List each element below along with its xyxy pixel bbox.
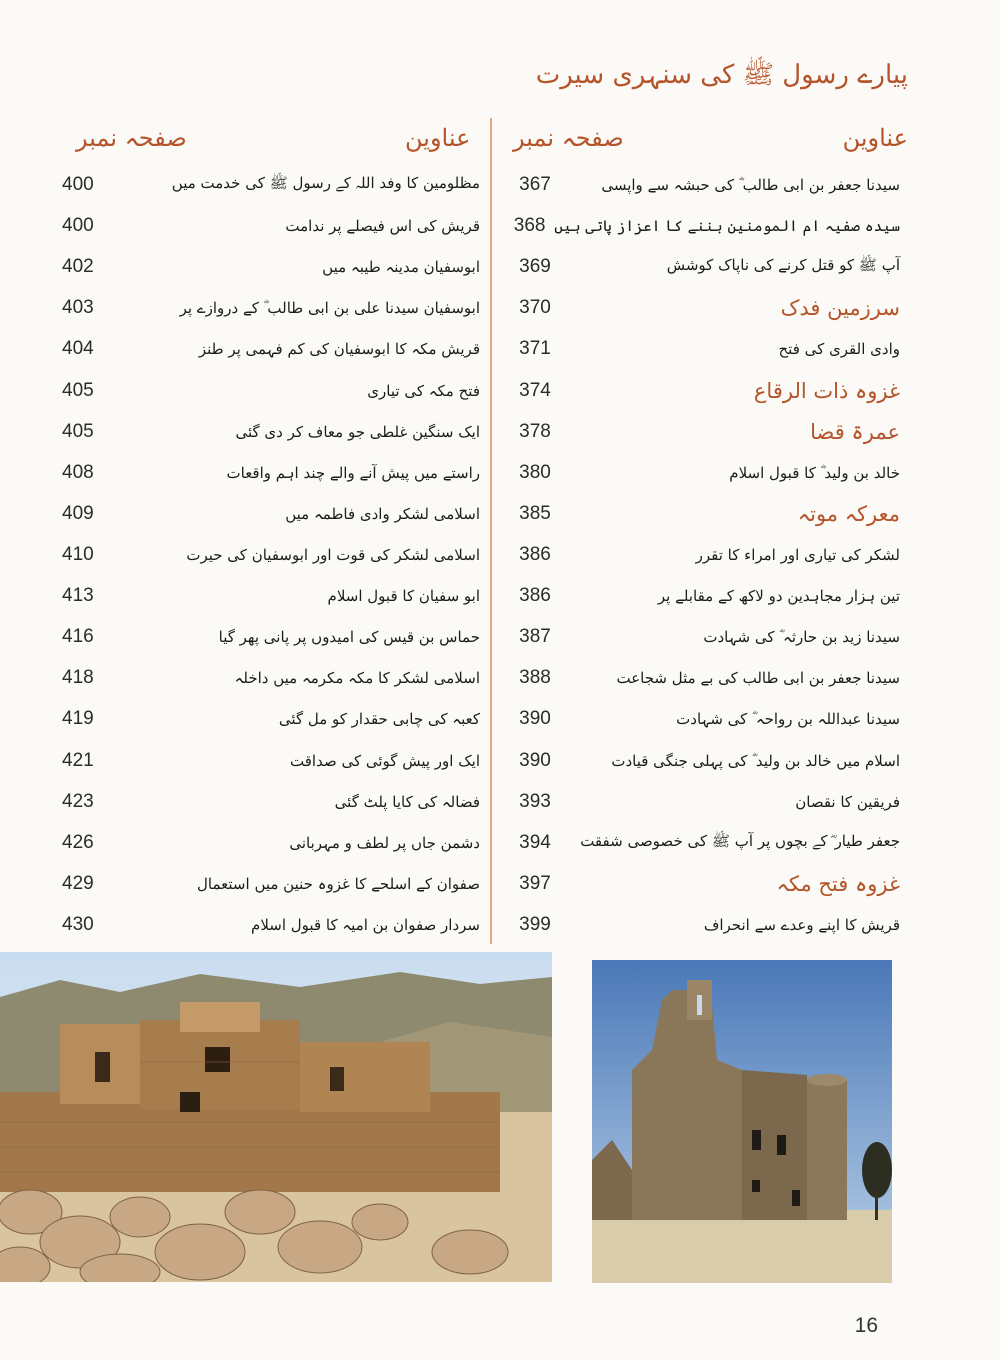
toc-page-number: 408 <box>62 461 94 483</box>
toc-entry-title: دشمن جاں پر لطف و مہربانی <box>289 833 480 852</box>
toc-page-number: 397 <box>519 872 551 894</box>
toc-page-number: 378 <box>519 420 551 442</box>
toc-entry <box>505 458 900 488</box>
toc-page-number: 430 <box>62 913 94 935</box>
toc-entry <box>62 417 480 447</box>
right-col-title-header: عناوین <box>842 124 908 152</box>
toc-entry <box>505 869 900 899</box>
toc-entry <box>505 704 900 734</box>
toc-entry <box>62 376 480 406</box>
toc-page-number: 390 <box>519 708 551 730</box>
toc-page-number: 400 <box>62 215 94 237</box>
toc-entry-title: مظلومین کا وفد اللہ کے رسول ﷺ کی خدمت میں <box>171 174 480 192</box>
toc-entry-title: ابو سفیان کا قبول اسلام <box>327 587 480 606</box>
toc-entry-title: تین ہزار مجاہدین دو لاکھ کے مقابلے پر <box>657 587 900 606</box>
toc-entry-title: سیدہ صفیہ ام المومنین بننے کا اعزاز پاتی ہیں <box>554 217 900 236</box>
toc-entry <box>505 663 900 693</box>
toc-page-number: 371 <box>519 338 551 360</box>
stone-castle-ruins-photo <box>592 960 892 1283</box>
toc-page-number: 402 <box>62 256 94 278</box>
toc-entry <box>62 663 480 693</box>
toc-page-number: 388 <box>519 667 551 689</box>
toc-entry <box>62 211 480 241</box>
toc-right-column <box>505 170 900 940</box>
toc-entry-title: ایک سنگین غلطی جو معاف کر دی گئی <box>235 422 480 441</box>
toc-entry <box>505 746 900 776</box>
toc-entry-title: سیدنا زید بن حارثہ ؓ کی شہادت <box>703 628 900 647</box>
toc-entry <box>62 252 480 282</box>
toc-entry <box>505 622 900 652</box>
toc-entry <box>505 211 900 241</box>
toc-page-number: 385 <box>519 502 551 524</box>
toc-entry-title: سیدنا جعفر بن ابی طالب ؓ کی حبشہ سے واپسی <box>601 176 900 194</box>
toc-page-number: 394 <box>519 831 551 853</box>
toc-entry <box>62 622 480 652</box>
toc-entry-title: آپ ﷺ کو قتل کرنے کی ناپاک کوشش <box>666 256 900 275</box>
toc-entry-title: قریش کی اس فیصلے پر ندامت <box>285 217 480 236</box>
toc-entry-title: ابوسفیان مدینہ طیبہ میں <box>322 258 480 277</box>
toc-entry-title: اسلام میں خالد بن ولید ؓ کی پہلی جنگی قیادت <box>611 751 900 770</box>
left-col-page-header: صفحہ نمبر <box>76 124 187 152</box>
toc-entry-title: فضالہ کی کایا پلٹ گئی <box>334 792 480 811</box>
toc-entry <box>505 376 900 406</box>
toc-entry <box>62 910 480 940</box>
toc-page-number: 386 <box>519 543 551 565</box>
toc-entry-title: سیدنا جعفر بن ابی طالب کی بے مثل شجاعت <box>616 669 900 688</box>
toc-page-number: 429 <box>62 872 94 894</box>
toc-entry-title: فتح مکہ کی تیاری <box>367 381 480 400</box>
toc-entry <box>505 252 900 282</box>
toc-page-number: 410 <box>62 543 94 565</box>
toc-page-number: 387 <box>519 626 551 648</box>
toc-entry <box>505 170 900 200</box>
toc-entry-title: لشکر کی تیاری اور امراء کا تقرر <box>695 545 900 564</box>
toc-entry-title: فریقین کا نقصان <box>795 792 900 811</box>
toc-section-heading: غزوہ فتح مکہ <box>776 871 900 896</box>
toc-entry <box>505 499 900 529</box>
toc-section-heading: معرکہ موتہ <box>797 501 900 526</box>
right-col-page-header: صفحہ نمبر <box>513 124 624 152</box>
toc-page-number: 368 <box>513 215 546 237</box>
toc-entry-title: اسلامی لشکر کا مکہ مکرمہ میں داخلہ <box>234 669 480 688</box>
toc-entry <box>62 581 480 611</box>
toc-page-number: 409 <box>62 502 94 524</box>
toc-page-number: 405 <box>62 420 94 442</box>
toc-page-number: 374 <box>519 379 551 401</box>
toc-entry <box>505 787 900 817</box>
toc-entry <box>505 334 900 364</box>
toc-entry <box>505 581 900 611</box>
toc-page-number: 399 <box>519 913 551 935</box>
toc-entry-title: اسلامی لشکر وادی فاطمہ میں <box>285 504 480 523</box>
toc-entry-title: سیدنا عبداللہ بن رواحہ ؓ کی شہادت <box>676 710 900 729</box>
toc-entry <box>505 293 900 323</box>
toc-left-column <box>62 170 480 940</box>
toc-entry-title: کعبہ کی چابی حقدار کو مل گئی <box>278 710 480 729</box>
toc-entry-title: خالد بن ولید ؓ کا قبول اسلام <box>729 463 900 482</box>
toc-entry <box>62 787 480 817</box>
toc-page-number: 369 <box>519 256 551 278</box>
toc-entry <box>505 910 900 940</box>
toc-entry <box>62 170 480 200</box>
toc-page-number: 367 <box>519 174 551 195</box>
toc-entry <box>62 746 480 776</box>
toc-page-number: 386 <box>519 585 551 607</box>
toc-page-number: 403 <box>62 297 94 319</box>
toc-entry-title: قریش مکہ کا ابوسفیان کی کم فہمی پر طنز <box>198 340 480 359</box>
toc-page-number: 380 <box>519 461 551 483</box>
toc-entry-title: قریش کا اپنے وعدے سے انحراف <box>703 915 900 934</box>
toc-page-number: 418 <box>62 667 94 689</box>
toc-page-number: 404 <box>62 338 94 360</box>
toc-section-heading: غزوہ ذات الرقاع <box>753 378 900 403</box>
toc-entry-title: اسلامی لشکر کی قوت اور ابوسفیان کی حیرت <box>186 545 480 564</box>
toc-entry <box>62 540 480 570</box>
left-col-title-header: عناوین <box>405 124 471 152</box>
toc-entry-title: ابوسفیان سیدنا علی بن ابی طالب ؓ کے دروازے پر <box>179 299 480 318</box>
toc-page-number: 400 <box>62 174 94 195</box>
toc-entry-title: راستے میں پیش آنے والے چند اہم واقعات <box>226 463 480 482</box>
toc-entry-title: وادی القری کی فتح <box>778 340 900 359</box>
page-number: 16 <box>854 1314 878 1337</box>
toc-entry-title: ایک اور پیش گوئی کی صداقت <box>290 751 480 770</box>
toc-entry <box>505 417 900 447</box>
toc-page-number: 423 <box>62 790 94 812</box>
toc-entry-title: حماس بن قیس کی امیدوں پر پانی پھر گیا <box>218 628 480 647</box>
toc-page-number: 405 <box>62 379 94 401</box>
toc-entry-title: سردار صفوان بن امیہ کا قبول اسلام <box>251 915 480 934</box>
toc-section-heading: سرزمین فدک <box>780 296 900 321</box>
toc-page-number: 393 <box>519 790 551 812</box>
toc-entry <box>62 704 480 734</box>
toc-page-number: 421 <box>62 749 94 771</box>
toc-page-number: 413 <box>62 585 94 607</box>
toc-entry <box>62 499 480 529</box>
mudbrick-ruins-photo <box>0 952 552 1282</box>
column-divider <box>490 118 492 944</box>
toc-entry-title: صفوان کے اسلحے کا غزوہ حنین میں استعمال <box>197 874 480 893</box>
toc-entry <box>62 869 480 899</box>
toc-entry <box>62 828 480 858</box>
toc-entry <box>62 458 480 488</box>
toc-page-number: 416 <box>62 626 94 648</box>
toc-entry <box>505 540 900 570</box>
toc-section-heading: عمرۃ قضا <box>810 419 900 444</box>
toc-page-number: 426 <box>62 831 94 853</box>
toc-page-number: 390 <box>519 749 551 771</box>
toc-entry-title: جعفر طیار ؓ کے بچوں پر آپ ﷺ کی خصوصی شفقت <box>580 831 900 850</box>
toc-entry <box>505 828 900 858</box>
toc-page-number: 419 <box>62 708 94 730</box>
toc-entry <box>62 293 480 323</box>
toc-entry <box>62 334 480 364</box>
page-header-title: پیارے رسول ﷺ کی سنہری سیرت <box>535 60 908 90</box>
toc-page-number: 370 <box>519 297 551 319</box>
